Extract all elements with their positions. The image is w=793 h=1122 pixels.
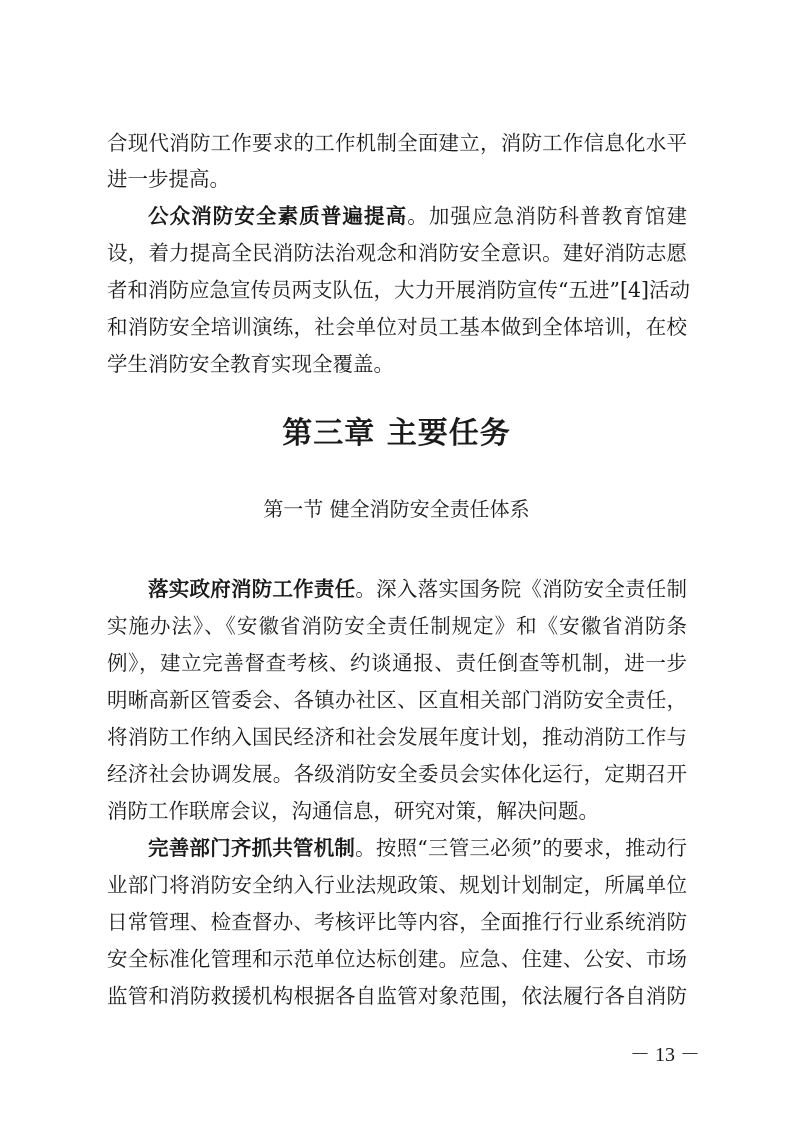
paragraph-text: 深入落实国务院《消防安全责任制	[376, 577, 688, 601]
paragraph-heading: 完善部门齐抓共管机制	[148, 836, 356, 860]
paragraph-heading: 公众消防安全素质普遍提高	[148, 204, 408, 228]
page-number: － 13 －	[630, 1044, 700, 1066]
paragraph-line: 者和消防应急宣传员两支队伍，大力开展消防宣传“五进”[4]活动	[107, 278, 690, 302]
section-title: 第一节 健全消防安全责任体系	[263, 497, 530, 521]
paragraph-line: 日常管理、检查督办、考核评比等内容，全面推行行业系统消防	[107, 910, 687, 934]
paragraph-text: 按照“三管三必须”的要求，推动行	[375, 836, 688, 860]
chapter-title: 第三章 主要任务	[282, 416, 511, 451]
paragraph-line: 例》，建立完善督查考核、约谈通报、责任倒查等机制，进一步	[107, 651, 687, 675]
paragraph-line: 实施办法》、《安徽省消防安全责任制规定》和《安徽省消防条	[107, 614, 687, 638]
paragraph-first-line	[148, 830, 687, 866]
paragraph-line: 业部门将消防安全纳入行业法规政策、规划计划制定，所属单位	[107, 873, 687, 897]
paragraph-line: 将消防工作纳入国民经济和社会发展年度计划，推动消防工作与	[107, 725, 687, 749]
paragraph-first-line	[148, 571, 687, 607]
heading-punctuation: 。	[407, 204, 429, 228]
paragraph-first-line	[148, 198, 687, 234]
paragraph-line: 消防工作联席会议，沟通信息，研究对策，解决问题。	[107, 799, 599, 823]
paragraph-line: 合现代消防工作要求的工作机制全面建立，消防工作信息化水平	[107, 131, 687, 155]
paragraph-line: 监管和消防救援机构根据各自监管对象范围，依法履行各自消防	[107, 984, 687, 1008]
paragraph-line: 经济社会协调发展。各级消防安全委员会实体化运行，定期召开	[107, 762, 687, 786]
paragraph-text: 加强应急消防科普教育馆建	[428, 204, 688, 228]
paragraph-line: 明晰高新区管委会、各镇办社区、区直相关部门消防安全责任，	[107, 688, 687, 712]
heading-punctuation: 。	[355, 836, 376, 860]
paragraph-line: 和消防安全培训演练，社会单位对员工基本做到全体培训，在校	[107, 315, 687, 339]
paragraph-heading: 落实政府消防工作责任	[148, 577, 356, 601]
paragraph-line: 设，着力提高全民消防法治观念和消防安全意识。建好消防志愿	[107, 241, 687, 265]
heading-punctuation: 。	[355, 577, 377, 601]
paragraph-line: 安全标准化管理和示范单位达标创建。应急、住建、公安、市场	[107, 947, 687, 971]
paragraph-line: 进一步提高。	[107, 167, 230, 191]
paragraph-line: 学生消防安全教育实现全覆盖。	[107, 352, 394, 376]
